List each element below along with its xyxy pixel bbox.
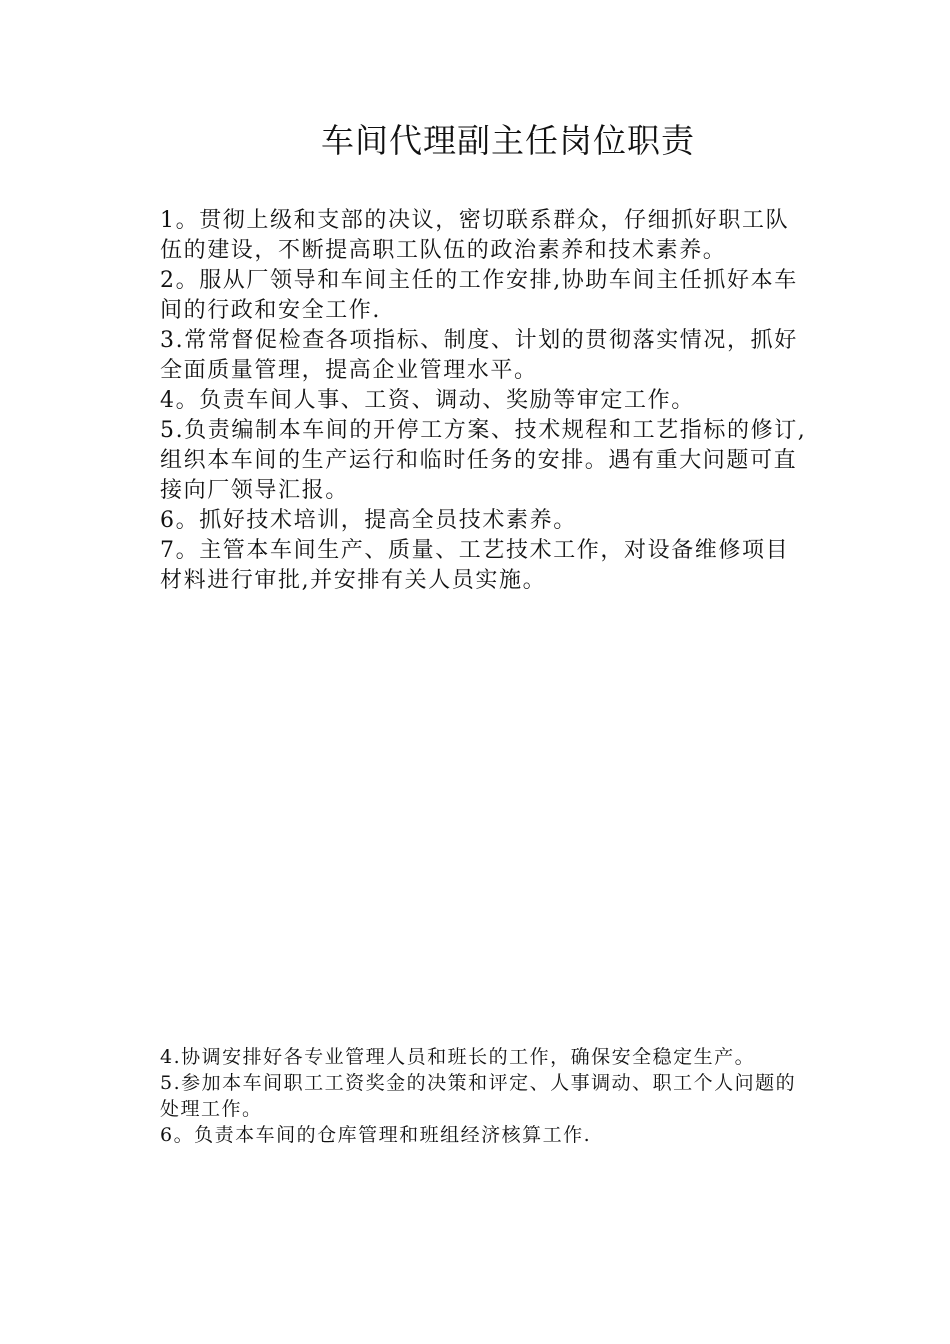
document-title: 车间代理副主任岗位职责 xyxy=(321,121,695,160)
duty-line: 5.负责编制本车间的开停工方案、技术规程和工艺指标的修订, xyxy=(160,418,807,443)
duty-line: 3.常常督促检查各项指标、制度、计划的贯彻落实情况，抓好 xyxy=(160,328,798,353)
additional-duty-line: 4.协调安排好各专业管理人员和班长的工作，确保安全稳定生产。 xyxy=(160,1046,756,1068)
duty-line: 7。主管本车间生产、质量、工艺技术工作，对设备维修项目 xyxy=(160,538,790,563)
duty-line: 组织本车间的生产运行和临时任务的安排。遇有重大问题可直 xyxy=(160,448,798,473)
duty-line: 伍的建设，不断提高职工队伍的政治素养和技术素养。 xyxy=(160,238,727,263)
duty-line: 全面质量管理，提高企业管理水平。 xyxy=(160,358,538,383)
duties-list xyxy=(160,206,880,596)
duty-line: 4。负责车间人事、工资、调动、奖励等审定工作。 xyxy=(160,388,695,413)
additional-duties-list xyxy=(160,1044,880,1148)
duty-line: 6。抓好技术培训，提高全员技术素养。 xyxy=(160,508,577,533)
additional-duty-line: 6。负责本车间的仓库管理和班组经济核算工作. xyxy=(160,1124,592,1146)
duty-line: 接向厂领导汇报。 xyxy=(160,478,349,503)
additional-duty-line: 处理工作。 xyxy=(160,1098,263,1120)
duty-line: 2。服从厂领导和车间主任的工作安排,协助车间主任抓好本车 xyxy=(160,268,798,293)
duty-line: 1。贯彻上级和支部的决议，密切联系群众，仔细抓好职工队 xyxy=(160,208,790,233)
duty-line: 间的行政和安全工作. xyxy=(160,298,381,323)
additional-duty-line: 5.参加本车间职工工资奖金的决策和评定、人事调动、职工个人问题的 xyxy=(160,1072,797,1094)
duty-line: 材料进行审批,并安排有关人员实施。 xyxy=(160,568,547,593)
